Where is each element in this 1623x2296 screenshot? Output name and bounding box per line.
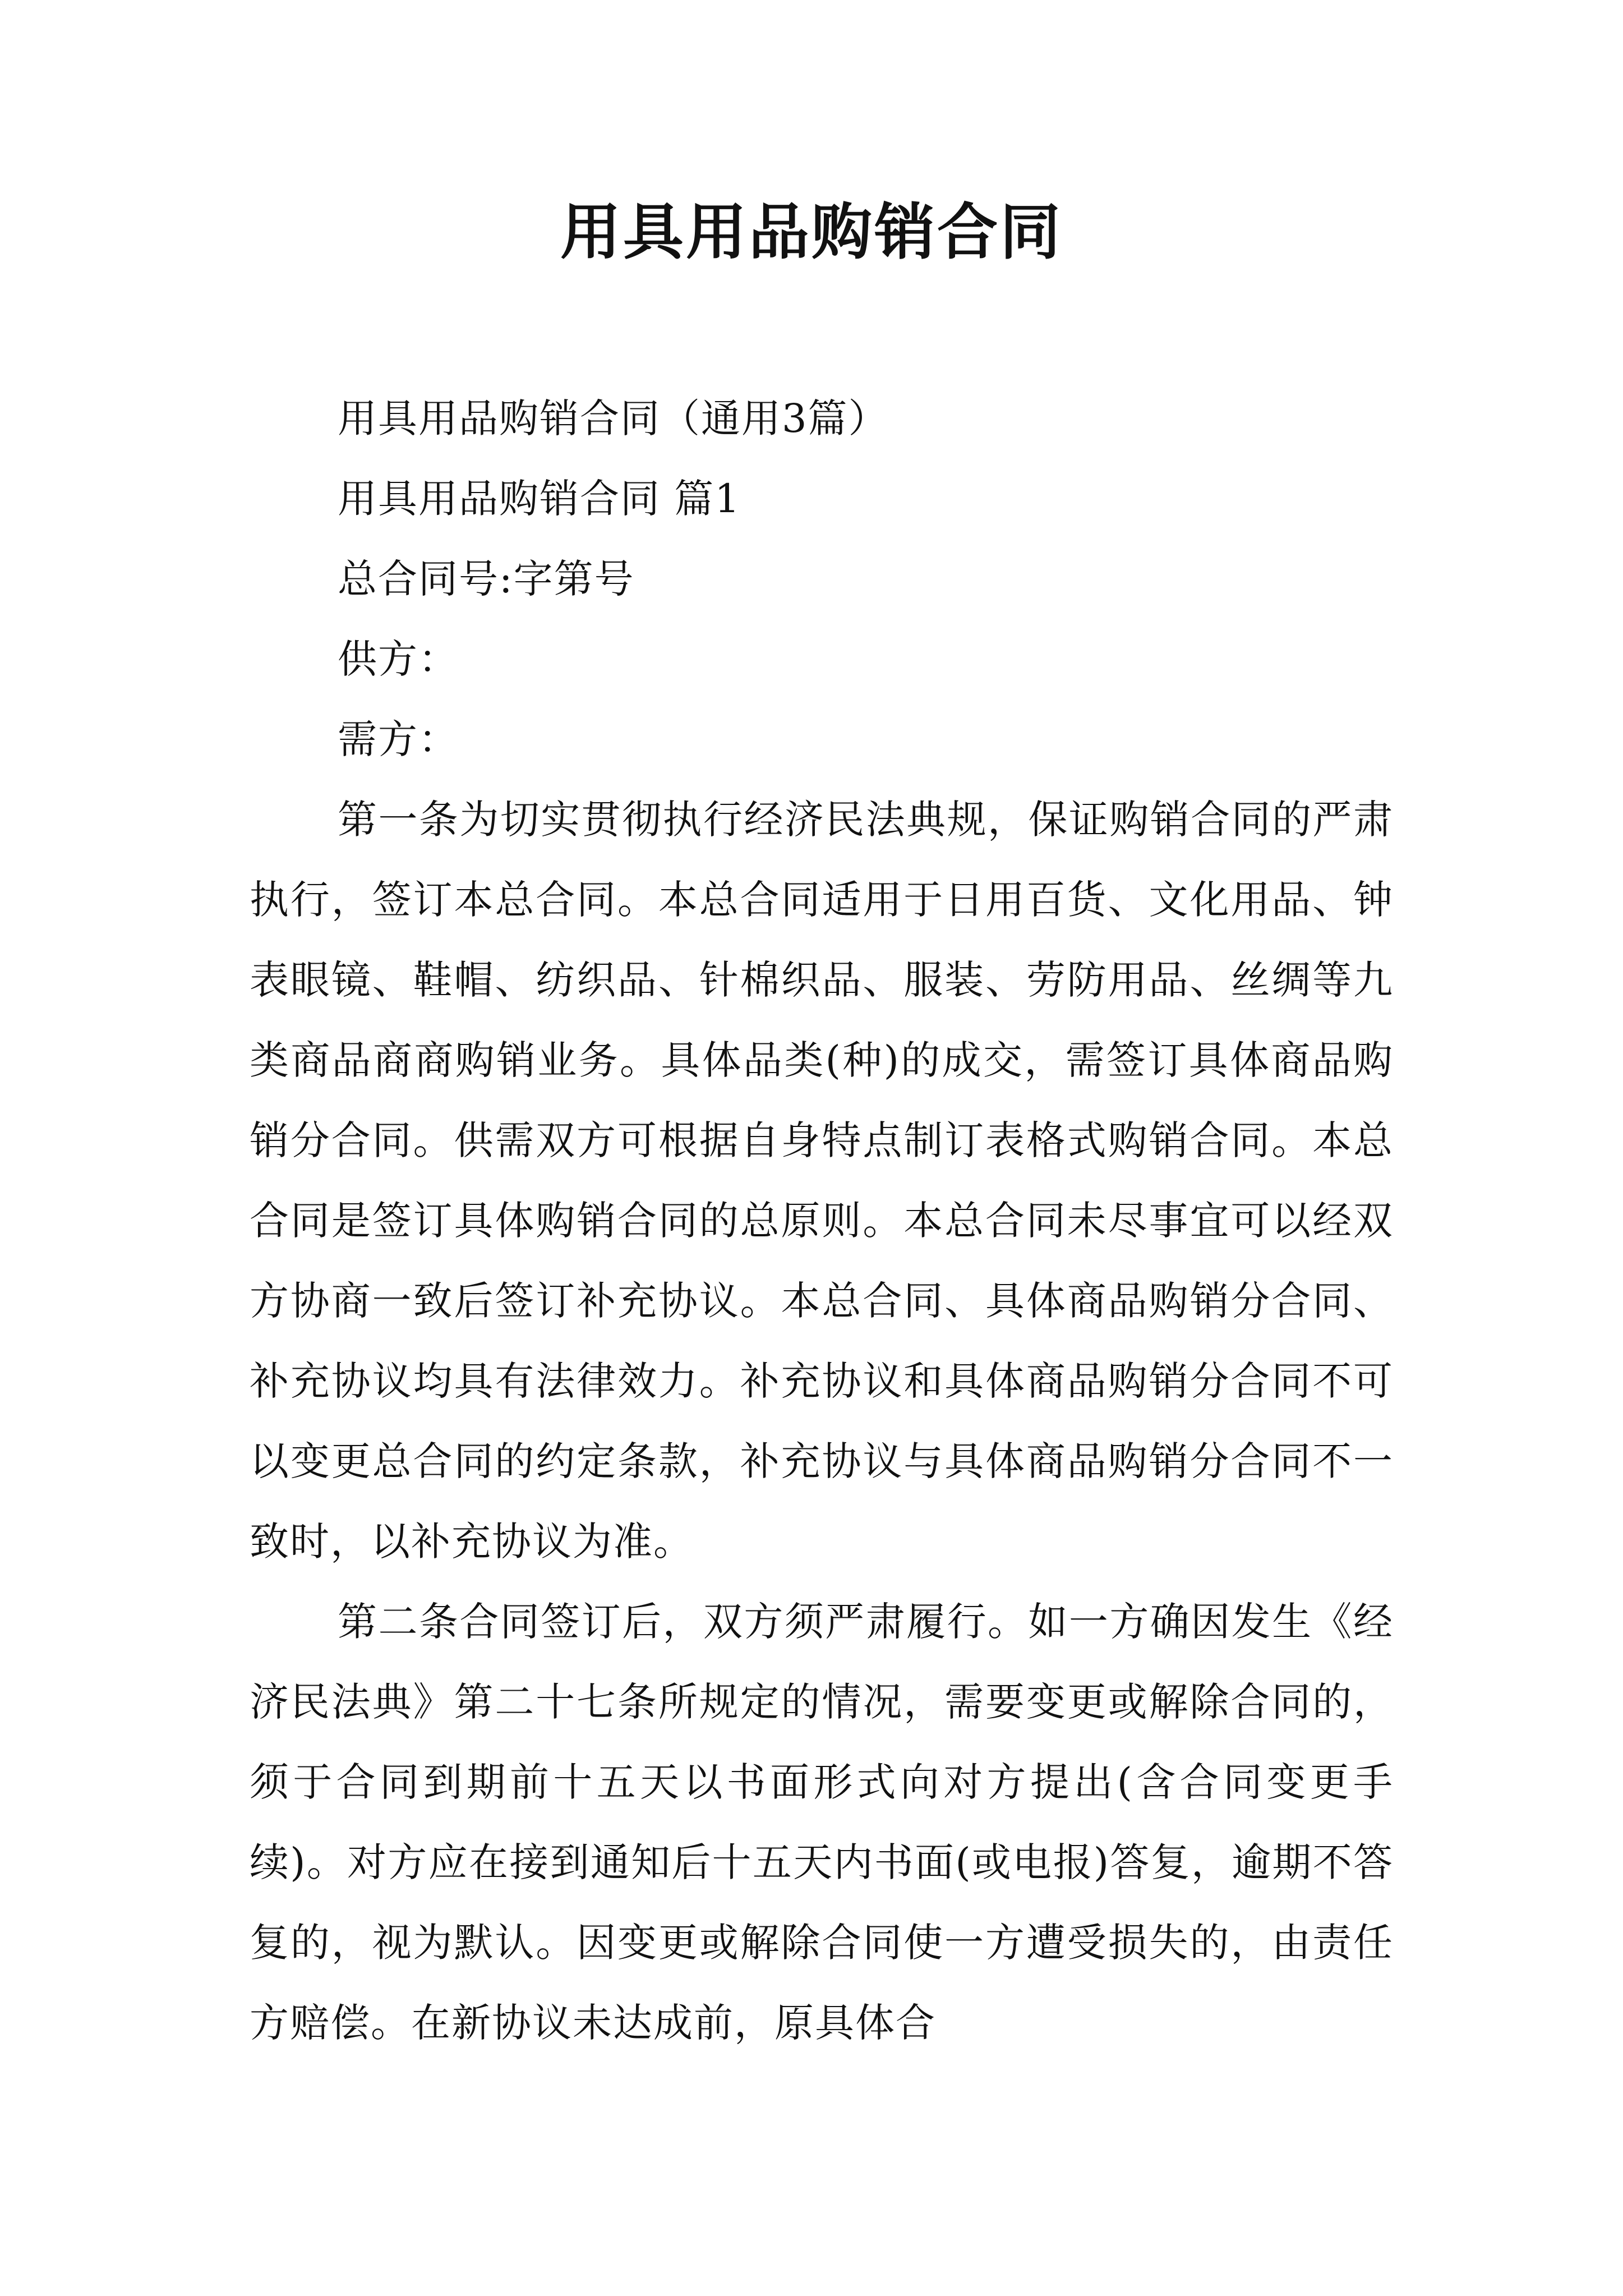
article-2-paragraph: 第二条合同签订后，双方须严肃履行。如一方确因发生《经济民法典》第二十七条所规定的情况，需要变更或解除合同的，须于合同到期前十五天以书面形式向对方提出(含合同变更手续)。对方应在接到通知后十五天内书面(或电报)答复，逾期不答复的，视为默认。因变更或解除合同使一方遭受损失的，由责任方赔偿。在新协议未达成前，原具体合: [250, 1599, 1394, 2046]
buyer-line: 需方：: [338, 716, 459, 762]
article-1-paragraph: 第一条为切实贯彻执行经济民法典规，保证购销合同的严肃执行，签订本总合同。本总合同适用于日用百货、文化用品、钟表眼镜、鞋帽、纺织品、针棉织品、服装、劳防用品、丝绸等九类商品商商购销业务。具体品类(种)的成交，需签订具体商品购销分合同。供需双方可根据自身特点制订表格式购销合同。本总合同是签订具体购销合同的总原则。本总合同未尽事宜可以经双方协商一致后签订补充协议。本总合同、具体商品购销分合同、补充协议均具有法律效力。补充协议和具体商品购销分合同不可以变更总合同的约定条款，补充协议与具体商品购销分合同不一致时，以补充协议为准。: [250, 797, 1394, 1565]
supplier-line: 供方：: [338, 636, 459, 682]
document-title: 用具用品购销合同: [560, 197, 1063, 268]
section-heading: 用具用品购销合同 篇1: [338, 476, 741, 522]
contract-number-line: 总合同号:字第号: [338, 556, 635, 602]
document-body: [250, 379, 1394, 2063]
subtitle-line: 用具用品购销合同（通用3篇）: [338, 395, 889, 441]
